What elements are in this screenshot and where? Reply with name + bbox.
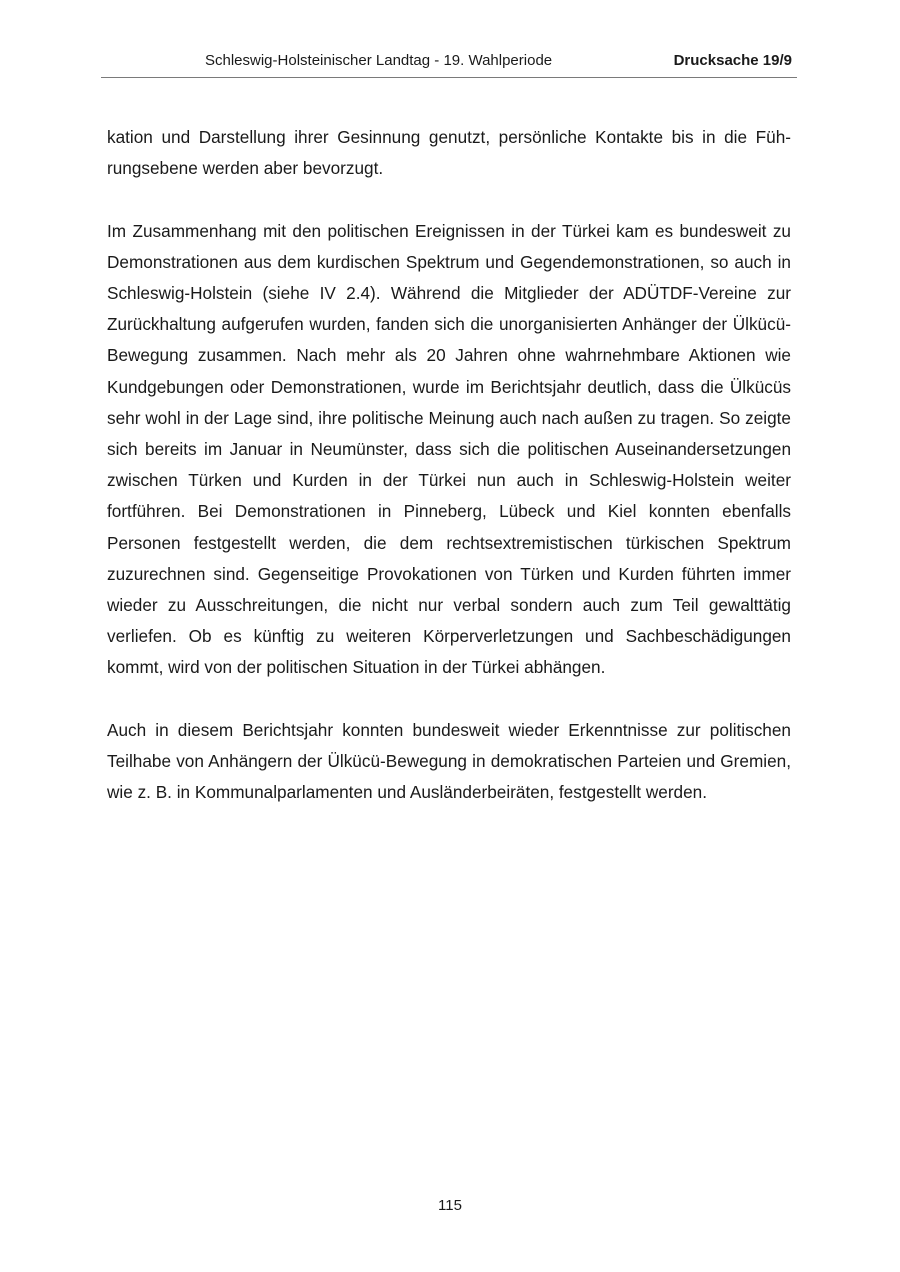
paragraph-3: Auch in diesem Berichtsjahr konnten bundesweit wieder Erkenntnisse zur politischen Teilhabe von Anhängern der Ülkücü-Bewegung in demokratischen Parteien und Gremien, wie z. B. in Kommunalparlamenten und Ausländerbeiräten, festgestellt werden. <box>107 719 791 803</box>
header-title: Schleswig-Holsteinischer Landtag - 19. Wahlperiode <box>205 52 553 69</box>
body-text <box>107 122 791 840</box>
paragraph-1: kation und Darstellung ihrer Gesinnung genutzt, persönliche Kontakte bis in die Führungsebene werden aber bevorzugt. <box>107 127 791 179</box>
document-number: Drucksache 19/9 <box>673 52 792 69</box>
page-header <box>101 52 797 78</box>
paragraph-2: Im Zusammenhang mit den politischen Ereignissen in der Türkei kam es bundesweit zu Demonstrationen aus dem kurdischen Spektrum und Gegendemonstrationen, so auch in Schleswig-Holstein (siehe IV 2.4). Während die Mitglieder der ADÜTDF-Vereine zur Zurückhaltung aufgerufen wurden, fanden sich die unorganisierten Anhänger der Ülkücü-Bewegung zusammen. Nach mehr als 20 Jahren ohne wahrnehmbare Aktionen wie Kundgebungen oder Demonstrationen, wurde im Berichtsjahr deutlich, dass die Ülkücüs sehr wohl in der Lage sind, ihre politische Meinung auch nach außen zu tragen. So zeigte sich bereits im Januar in Neumünster, dass sich die politischen Auseinandersetzungen zwischen Türken und Kurden in der Türkei nun auch in Schleswig-Holstein weiter fortführen. Bei Demonstrationen in Pinneberg, Lübeck und Kiel konnten ebenfalls Personen festgestellt werden, die dem rechtsextremistischen türkischen Spektrum zuzurechnen sind. Gegenseitige Provokationen von Türken und Kurden führten immer wieder zu Ausschreitungen, die nicht nur verbal sondern auch zum Teil gewalttätig verliefen. Ob es künftig zu weiteren Körperverletzungen und Sachbeschädigungen kommt, wird von der politischen Situation in der Türkei abhängen. <box>107 220 791 678</box>
page-number: 115 <box>438 1197 462 1214</box>
